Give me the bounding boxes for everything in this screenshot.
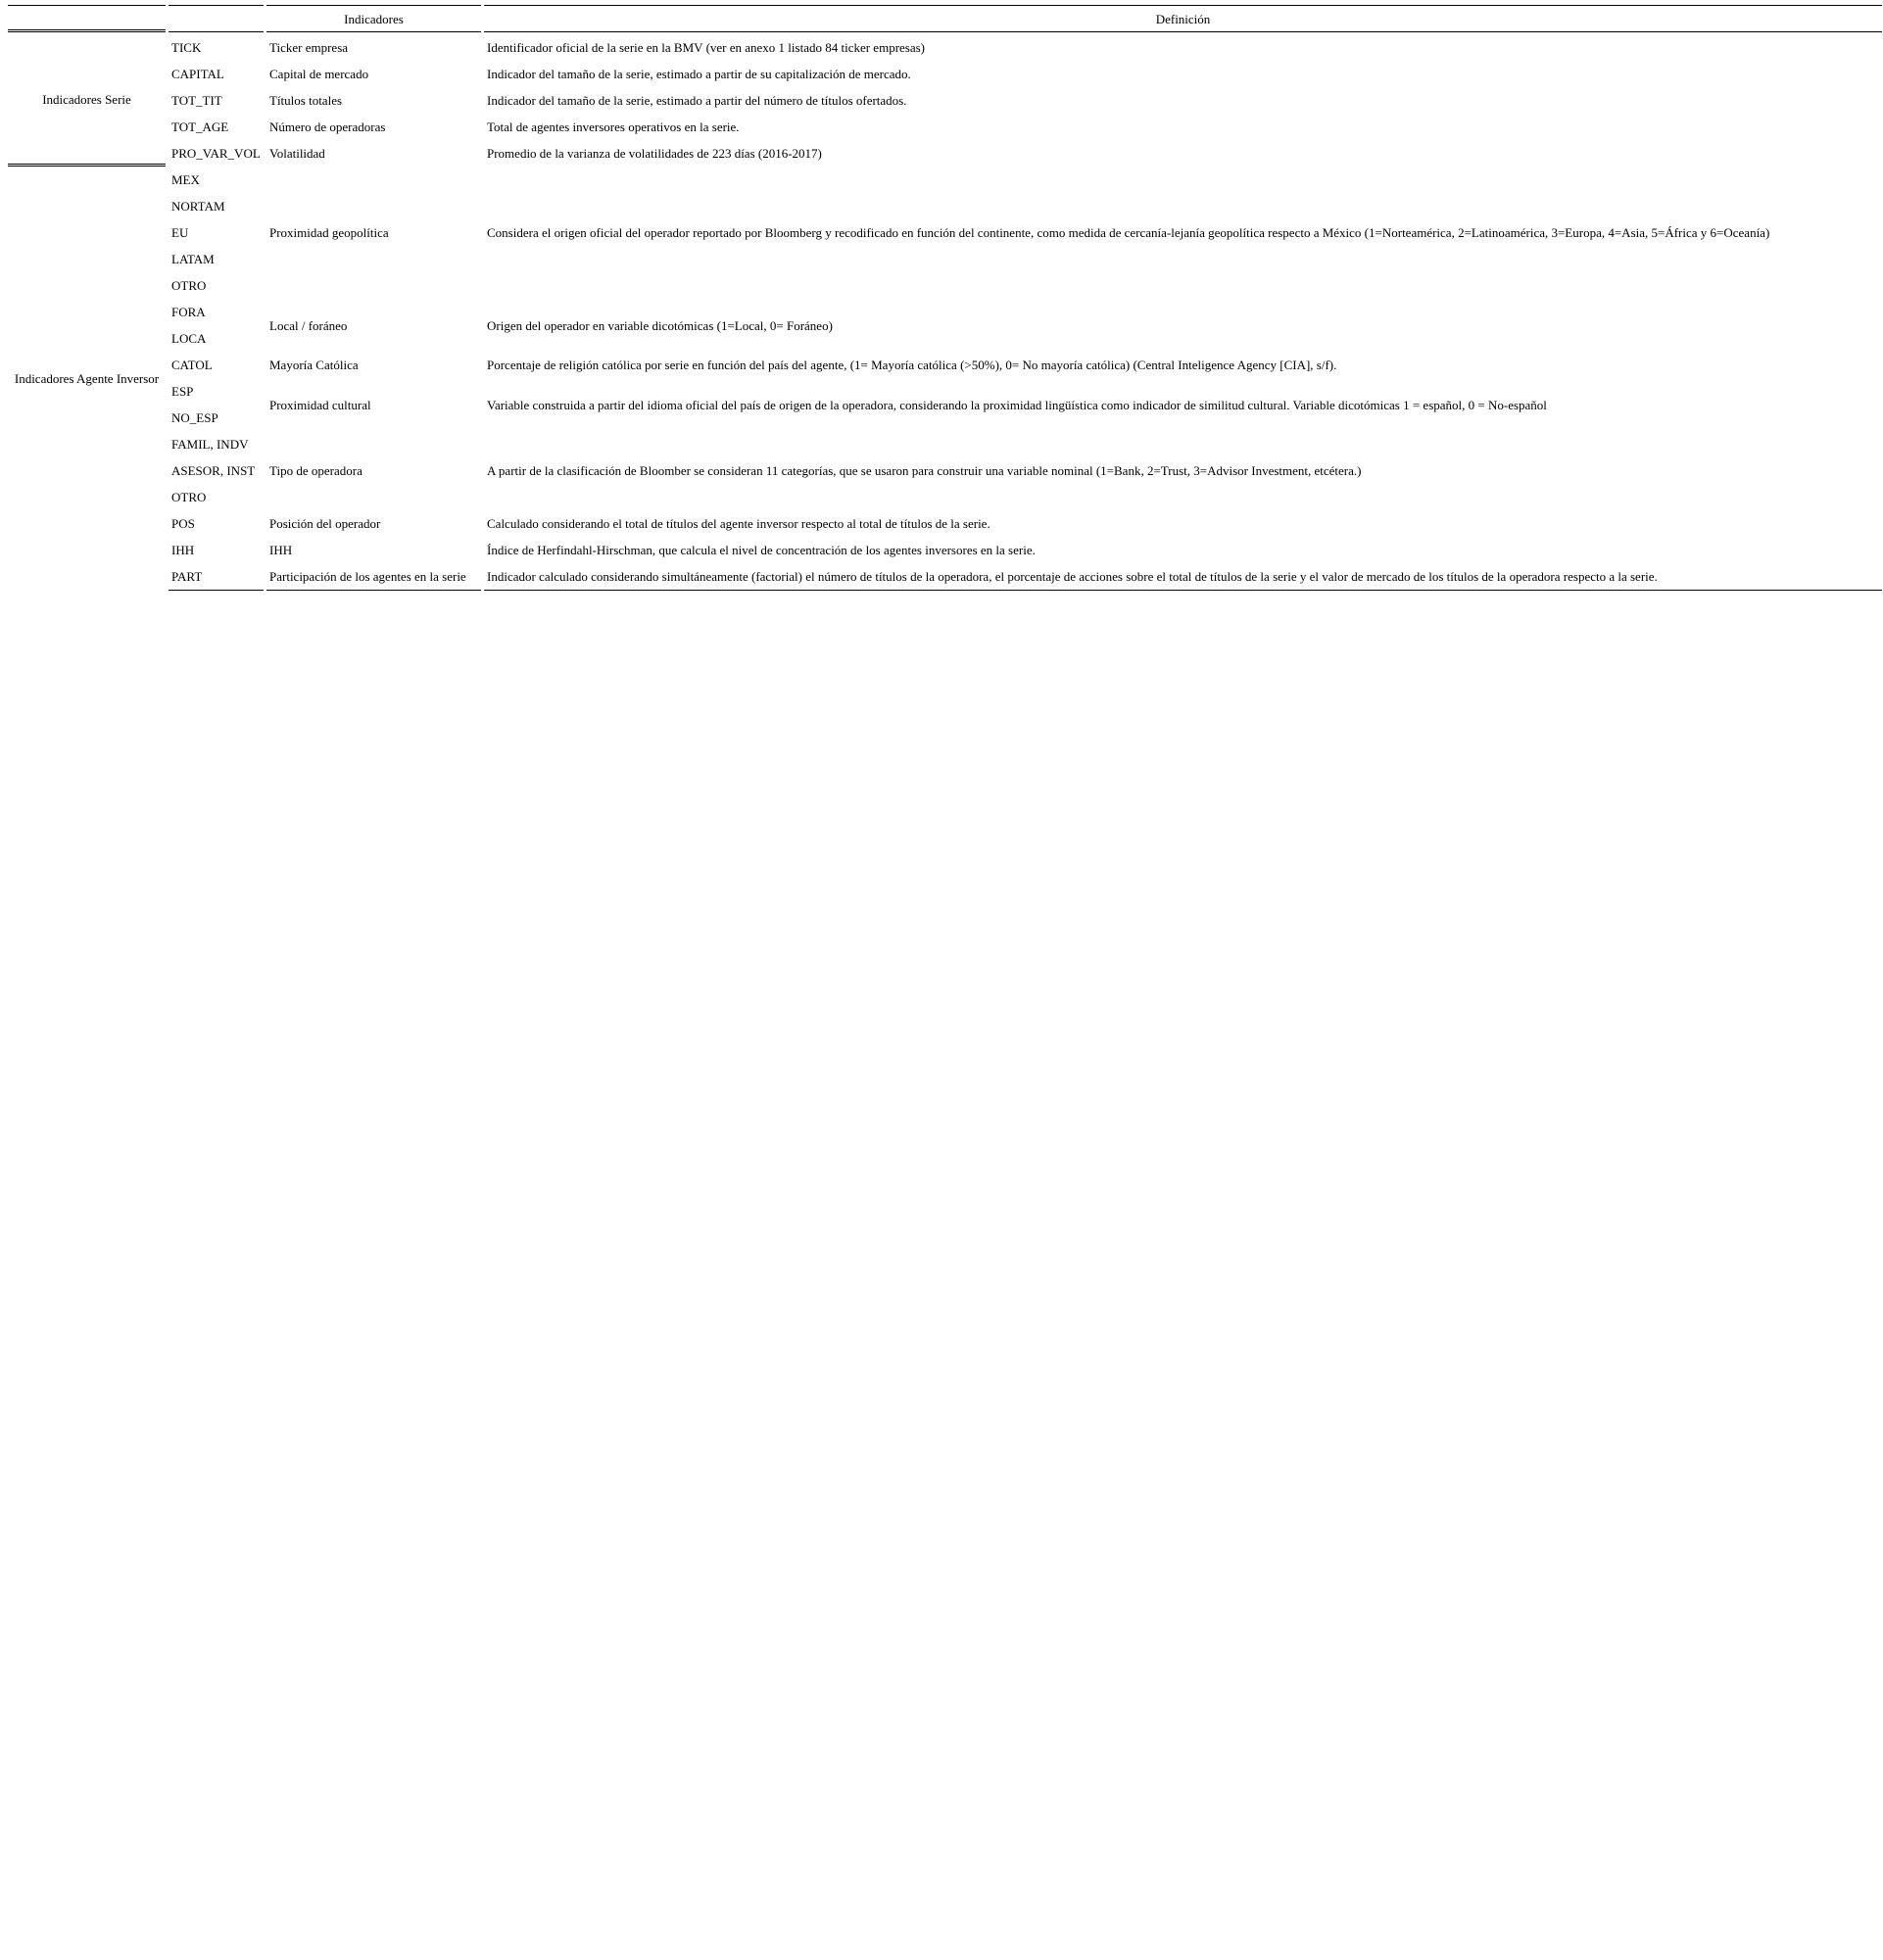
indicator-cell: Capital de mercado — [269, 67, 369, 81]
code-cell: FAMIL, INDV — [171, 437, 249, 452]
table-row — [8, 87, 1882, 114]
table-row — [8, 510, 1882, 537]
code-cell: ESP — [171, 384, 194, 399]
code-cell: TOT_TIT — [171, 93, 222, 108]
definition-cell: Considera el origen oficial del operador reportado por Bloomberg y recodificado en función del continente, como medida de cercanía-lejanía geopolítica respecto a México (1=Norteamérica, 2=Latinoamérica, 3=Europa, 4=Asia, 5=África y 6=Oceanía) — [487, 225, 1770, 240]
indicator-cell: Posición del operador — [269, 516, 381, 531]
indicator-cell: Títulos totales — [269, 93, 343, 108]
group-indicadores-serie: Indicadores Serie — [8, 32, 166, 167]
header-definicion: Definición — [484, 5, 1882, 32]
definition-cell: Origen del operador en variable dicotómicas (1=Local, 0= Foráneo) — [487, 317, 833, 333]
indicator-cell: Proximidad cultural — [269, 397, 371, 412]
code-cell: OTRO — [171, 490, 207, 504]
table-row — [8, 537, 1882, 563]
code-cell: NO_ESP — [171, 410, 218, 425]
code-cell: NORTAM — [171, 199, 225, 214]
header-row — [8, 5, 1882, 32]
table-row — [8, 352, 1882, 378]
table-row — [8, 32, 1882, 61]
indicator-cell: Participación de los agentes en la serie — [266, 563, 481, 591]
code-cell: PRO_VAR_VOL — [171, 146, 261, 161]
table-row — [8, 378, 1882, 405]
code-cell: TICK — [171, 40, 202, 55]
definition-cell: Identificador oficial de la serie en la BMV (ver en anexo 1 listado 84 ticker empresas) — [487, 40, 926, 55]
table-row — [8, 299, 1882, 325]
group-indicadores-agente-inversor: Indicadores Agente Inversor — [14, 371, 160, 386]
code-cell: LOCA — [171, 331, 207, 346]
indicator-cell: Número de operadoras — [269, 120, 386, 134]
indicator-cell: Mayoría Católica — [269, 358, 359, 372]
table-row — [8, 114, 1882, 140]
definition-cell: Indicador del tamaño de la serie, estimado a partir de su capitalización de mercado. — [487, 67, 911, 81]
code-cell: TOT_AGE — [171, 120, 229, 134]
header-indicadores: Indicadores — [266, 5, 481, 32]
code-cell: LATAM — [171, 252, 215, 266]
table-row — [8, 167, 1882, 193]
code-cell: POS — [171, 516, 195, 531]
definition-cell: Porcentaje de religión católica por serie en función del país del agente, (1= Mayoría católica (>50%), 0= No mayoría católica) (Central Inteligence Agency [CIA], s/f). — [487, 358, 1337, 372]
code-cell: EU — [171, 225, 189, 240]
indicators-table — [5, 5, 1883, 591]
code-cell: CATOL — [171, 358, 213, 372]
table-row — [8, 563, 1882, 591]
header-blank-group — [8, 5, 166, 32]
table-row — [8, 431, 1882, 457]
code-cell: OTRO — [171, 278, 207, 293]
code-cell: PART — [169, 563, 264, 591]
definition-cell: Promedio de la varianza de volatilidades de 223 días (2016-2017) — [487, 146, 822, 161]
code-cell: CAPITAL — [171, 67, 224, 81]
code-cell: FORA — [171, 305, 206, 319]
indicator-cell: Volatilidad — [269, 146, 325, 161]
definition-cell: Indicador del tamaño de la serie, estimado a partir del número de títulos ofertados. — [487, 93, 907, 108]
indicator-cell: Local / foráneo — [269, 317, 348, 333]
indicator-cell: IHH — [269, 543, 293, 557]
definition-cell: Variable construida a partir del idioma oficial del país de origen de la operadora, considerando la proximidad lingüística como indicador de similitud cultural. Variable dicotómicas 1 = español, 0 = No-español — [487, 397, 1547, 412]
definition-cell: Indicador calculado considerando simultáneamente (factorial) el número de títulos de la operadora, el porcentaje de acciones sobre el total de títulos de la serie y el valor de mercado de los títulos de la operadora respecto a la serie. — [484, 563, 1882, 591]
code-cell: MEX — [171, 172, 200, 187]
definition-cell: Índice de Herfindahl-Hirschman, que calcula el nivel de concentración de los agentes inversores en la serie. — [487, 543, 1036, 557]
definition-cell: Total de agentes inversores operativos en la serie. — [487, 120, 740, 134]
code-cell: ASESOR, INST — [171, 463, 256, 478]
table-row — [8, 140, 1882, 167]
code-cell: IHH — [171, 543, 195, 557]
indicator-cell: Proximidad geopolítica — [269, 225, 389, 240]
definition-cell: A partir de la clasificación de Bloomber se consideran 11 categorías, que se usaron para construir una variable nominal (1=Bank, 2=Trust, 3=Advisor Investment, etcétera.) — [487, 463, 1362, 478]
indicator-cell: Tipo de operadora — [269, 463, 362, 478]
header-blank-code — [169, 5, 264, 32]
table-row — [8, 61, 1882, 87]
indicator-cell: Ticker empresa — [269, 40, 349, 55]
definition-cell: Calculado considerando el total de títulos del agente inversor respecto al total de títulos de la serie. — [487, 516, 990, 531]
